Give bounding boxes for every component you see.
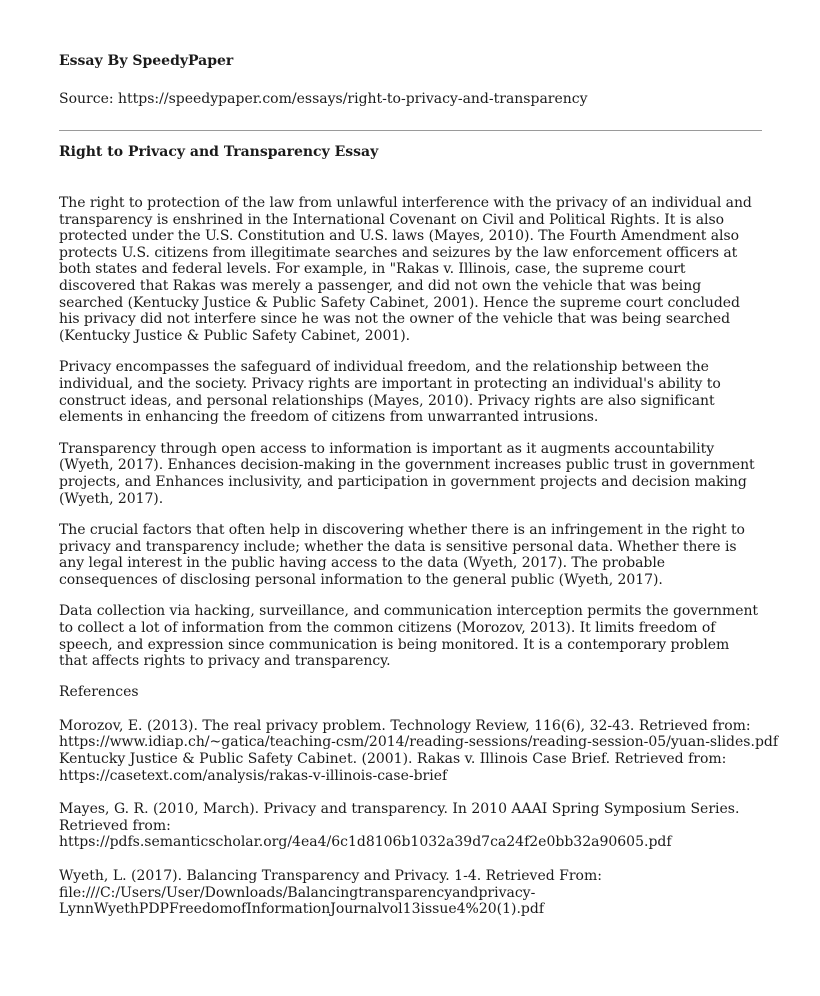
reference-line: Wyeth, L. (2017). Balancing Transparency and Privacy. 1-4. Retrieved From: [59, 868, 602, 884]
brand-heading: Essay By SpeedyPaper [59, 53, 234, 69]
reference-link: LynnWyethPDPFreedomofInformationJournalvol13issue4%20(1).pdf [59, 901, 545, 918]
essay-paragraph: Privacy encompasses the safeguard of individual freedom, and the relationship between the individual, and the society. Privacy rights are important in protecting an individual's ability to construct ideas, and personal relationships (Mayes, 2010). Privacy rights are also significant elements in enhancing the freedom of citizens from unwarranted intrusions. [59, 359, 721, 426]
reference-link: https://pdfs.semanticscholar.org/4ea4/6c1d8106b1032a39d7ca24f2e0bb32a90605.pdf [59, 834, 672, 851]
references-heading: References [59, 683, 139, 700]
reference-link: https://www.idiap.ch/~gatica/teaching-csm/2014/reading-sessions/reading-session-05/yuan-slides.pdf [59, 734, 779, 751]
reference-link: https://casetext.com/analysis/rakas-v-illinois-case-brief [59, 767, 448, 784]
reference-entry [59, 717, 779, 784]
essay-paragraph: Transparency through open access to information is important as it augments accountability (Wyeth, 2017). Enhances decision-making in the government increases public trust in government projects, and Enhances inclusivity, and participation in government projects and decision making (Wyeth, 2017). [59, 440, 755, 507]
essay-title: Right to Privacy and Transparency Essay [59, 144, 379, 160]
reference-line: Kentucky Justice & Public Safety Cabinet. (2001). Rakas v. Illinois Case Brief. Retrieved from: [59, 751, 727, 768]
reference-line: Retrieved from: [59, 817, 171, 834]
reference-entry [59, 868, 762, 918]
source-line: Source: https://speedypaper.com/essays/right-to-privacy-and-transparency [59, 91, 588, 107]
reference-line: Morozov, E. (2013). The real privacy problem. Technology Review, 116(6), 32-43. Retrieved from: [59, 717, 751, 734]
reference-link: file:///C:/Users/User/Downloads/Balancingtransparencyandprivacy- [59, 884, 536, 901]
essay-paragraph: Data collection via hacking, surveillance, and communication interception permits the government to collect a lot of information from the common citizens (Morozov, 2013). It limits freedom of speech, and expression since communication is being monitored. It is a contemporary problem that affects rights to privacy and transparency. [59, 603, 758, 670]
reference-entry [59, 801, 762, 851]
essay-paragraph: The crucial factors that often help in discovering whether there is an infringement in the right to privacy and transparency include; whether the data is sensitive personal data. Whether there is any legal interest in the public having access to the data (Wyeth, 2017). The probable consequences of disclosing personal information to the general public (Wyeth, 2017). [59, 522, 745, 588]
essay-paragraph: The right to protection of the law from unlawful interference with the privacy of an individual and transparency is enshrined in the International Covenant on Civil and Political Rights. It is also protected under the U.S. Constitution and U.S. laws (Mayes, 2010). The Fourth Amendment also protects U.S. citizens from illegitimate searches and seizures by the law enforcement officers at both states and federal levels. For example, in "Rakas v. Illinois, case, the supreme court discovered that Rakas was merely a passenger, and did not own the vehicle that was being searched (Kentucky Justice & Public Safety Cabinet, 2001). Hence the supreme court concluded his privacy did not interfere since he was not the owner of the vehicle that was being searched (Kentucky Justice & Public Safety Cabinet, 2001). [59, 195, 752, 344]
header-divider [59, 130, 762, 131]
reference-line: Mayes, G. R. (2010, March). Privacy and transparency. In 2010 AAAI Spring Symposium Series. [59, 801, 740, 818]
